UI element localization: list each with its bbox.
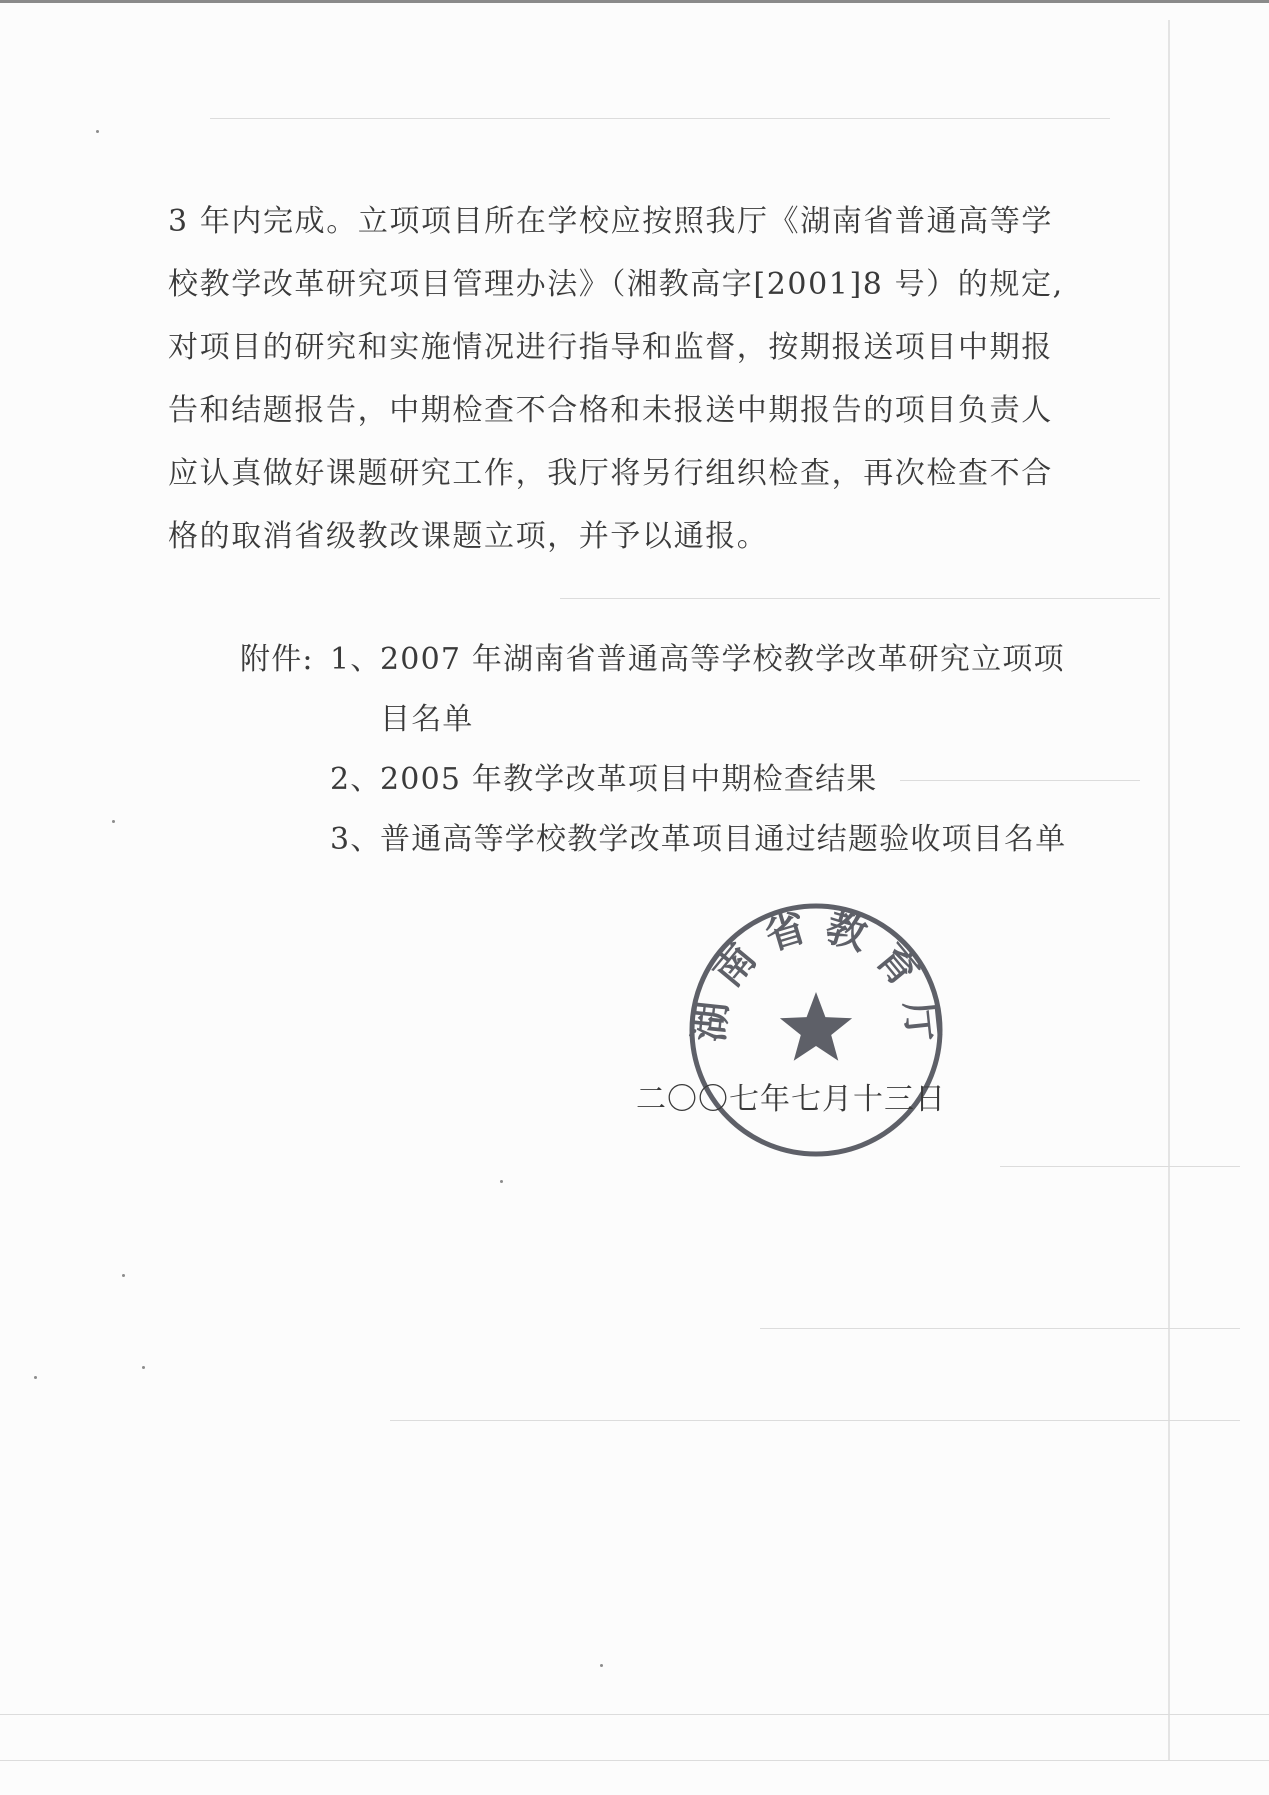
main-paragraph <box>168 190 1068 568</box>
attachment-item-1-continuation <box>240 690 1100 750</box>
scan-right-edge <box>1168 20 1170 1760</box>
official-seal <box>686 900 946 1160</box>
scan-line <box>390 1420 1240 1421</box>
attachments-label: 附件: <box>240 642 314 677</box>
scan-speck <box>600 1664 603 1667</box>
attachment-text: 普通高等学校教学改革项目通过结题验收项目名单 <box>380 822 1067 857</box>
seal-text-path: 湖 南 省 教 育 厅 <box>686 904 946 1044</box>
paragraph-line: 应认真做好课题研究工作，我厅将另行组织检查，再次检查不合 <box>168 456 1053 491</box>
attachment-item-2 <box>240 750 1100 810</box>
scan-line <box>0 1714 1269 1715</box>
scan-speck <box>34 1376 37 1379</box>
attachment-number: 2、 <box>330 762 382 797</box>
attachment-number: 1、 <box>330 642 382 677</box>
scan-speck <box>112 820 115 823</box>
scan-speck <box>96 130 99 133</box>
scan-line <box>760 1328 1240 1329</box>
scan-speck <box>122 1274 125 1277</box>
attachment-text: 2007 年湖南省普通高等学校教学改革研究立项项 <box>380 642 1065 677</box>
attachment-item-3 <box>240 810 1100 870</box>
paragraph-line: 格的取消省级教改课题立项，并予以通报。 <box>168 519 769 554</box>
scan-line <box>560 598 1160 599</box>
attachment-text-continuation: 目名单 <box>380 702 474 737</box>
attachments-list <box>240 630 1100 870</box>
paragraph-line: 校教学改革研究项目管理办法》（湘教高字[2001]8 号）的规定, <box>168 267 1064 302</box>
seal-star <box>780 992 852 1061</box>
scan-speck <box>142 1366 145 1369</box>
attachment-item-1 <box>240 630 1100 690</box>
document-date: 二〇〇七年七月十三日 <box>636 1082 946 1117</box>
scan-line <box>1000 1166 1240 1167</box>
scan-speck <box>500 1180 503 1183</box>
paragraph-line: 对项目的研究和实施情况进行指导和监督，按期报送项目中期报 <box>168 330 1053 365</box>
scan-top-edge <box>0 0 1269 3</box>
attachment-text: 2005 年教学改革项目中期检查结果 <box>380 762 878 797</box>
attachment-number: 3、 <box>330 822 382 857</box>
scan-line <box>0 1760 1269 1761</box>
paragraph-line: 告和结题报告，中期检查不合格和未报送中期报告的项目负责人 <box>168 393 1053 428</box>
paragraph-line: 3 年内完成。立项项目所在学校应按照我厅《湖南省普通高等学 <box>168 204 1054 239</box>
scan-line <box>210 118 1110 119</box>
